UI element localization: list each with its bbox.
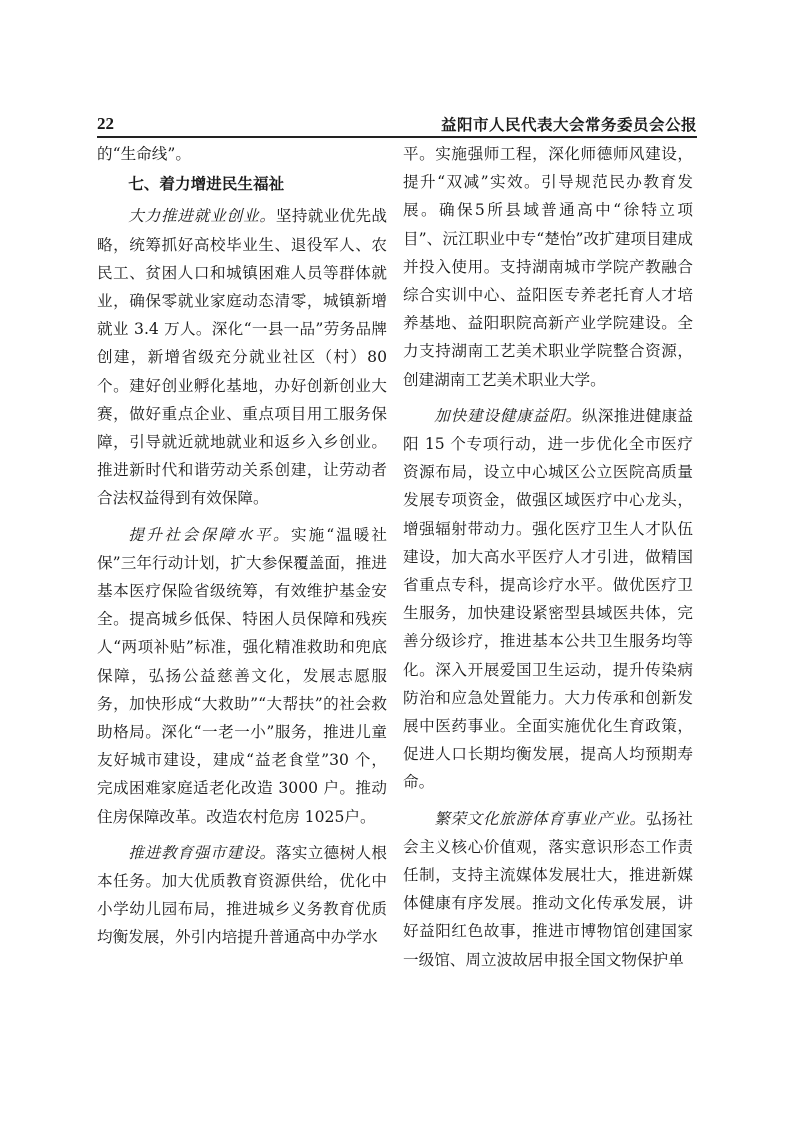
right-column [403, 140, 693, 974]
header-rule [97, 136, 697, 138]
paragraph-lead: 大力推进就业创业。 [128, 207, 276, 226]
paragraph-body: 纵深推进健康益阳 15 个专项行动，进一步优化全市医疗资源布局，设立中心城区公立医院高质量发展专项资金，做强区域医疗中心龙头，增强辐射带动力。强化医疗卫生人才队伍建设，加大高水平医疗人才引进，做精国省重点专科，提高诊疗水平。做优医疗卫生服务，加快建设紧密型县域医共体，完善分级诊疗，推进基本公共卫生服务均等化。深入开展爱国卫生运动，提升传染病防治和应急处置能力。大力传承和创新发展中医药事业。全面实施优化生育政策，促进人口长期均衡发展，提高人均预期寿命。 [403, 406, 693, 792]
continued-paragraph: 的“生命线”。 [97, 145, 191, 163]
paragraph-education [97, 839, 387, 952]
paragraph-lead: 推进教育强市建设。 [128, 843, 276, 862]
paragraph-body: 弘扬社会主义核心价值观，落实意识形态工作责任制，支持主流媒体发展壮大，推进新媒体健康有序发展。推动文化传承发展，讲好益阳红色故事，推进市博物馆创建国家一级馆、周立波故居申报全国文物保护单 [403, 809, 693, 969]
paragraph-social-security [97, 521, 387, 831]
continued-paragraph: 平。实施强师工程，深化师德师风建设，提升“双减”实效。引导规范民办教育发展。确保5所县域普通高中“徐特立项目”、沅江职业中专“楚怡”改扩建项目建成并投入使用。支持湖南城市学院产教融合综合实训中心、益阳医专养老托育人才培养基地、益阳职院高新产业学院建设。全力支持湖南工艺美术职业学院整合资源，创建湖南工艺美术职业大学。 [403, 145, 693, 389]
journal-title: 益阳市人民代表大会常务委员会公报 [440, 116, 697, 134]
paragraph-body: 落实立德树人根本任务。加大优质教育资源供给，优化中小学幼儿园布局，推进城乡义务教育优质均衡发展，外引内培提升普通高中办学水 [97, 843, 387, 947]
paragraph-employment [97, 202, 387, 512]
left-column [97, 140, 387, 952]
paragraph-culture-tourism [403, 805, 693, 974]
paragraph-lead: 提升社会保障水平。 [128, 525, 292, 544]
page-number: 22 [97, 114, 114, 133]
paragraph-health [403, 402, 693, 797]
paragraph-lead: 繁荣文化旅游体育事业产业。 [434, 809, 646, 828]
paragraph-body: 坚持就业优先战略，统筹抓好高校毕业生、退役军人、农民工、贫困人口和城镇困难人员等群体就业，确保零就业家庭动态清零，城镇新增就业 3.4 万人。深化“一县一品”劳务品牌创建，新增省级充分就业社区（村）80个。建好创业孵化基地，办好创新创业大赛，做好重点企业、重点项目用工服务保障，引导就近就地就业和返乡入乡创业。推进新时代和谐劳动关系创建，让劳动者合法权益得到有效保障。 [97, 207, 387, 508]
paragraph-lead: 加快建设健康益阳。 [434, 406, 582, 425]
paragraph-body: 实施“温暖社保”三年行动计划，扩大参保覆盖面，推进基本医疗保险省级统筹，有效维护基金安全。提高城乡低保、特困人员保障和残疾人“两项补贴”标准，强化精准救助和兜底保障，弘扬公益慈善文化，发展志愿服务，加快形成“大救助”“大帮扶”的社会救助格局。深化“一老一小”服务，推进儿童友好城市建设，建成“益老食堂”30 个，完成困难家庭适老化改造 3000 户。推动住房保障改革。改造农村危房 1025户。 [97, 525, 387, 826]
page-header [97, 112, 697, 136]
section-heading: 七、着力增进民生福祉 [128, 175, 285, 194]
